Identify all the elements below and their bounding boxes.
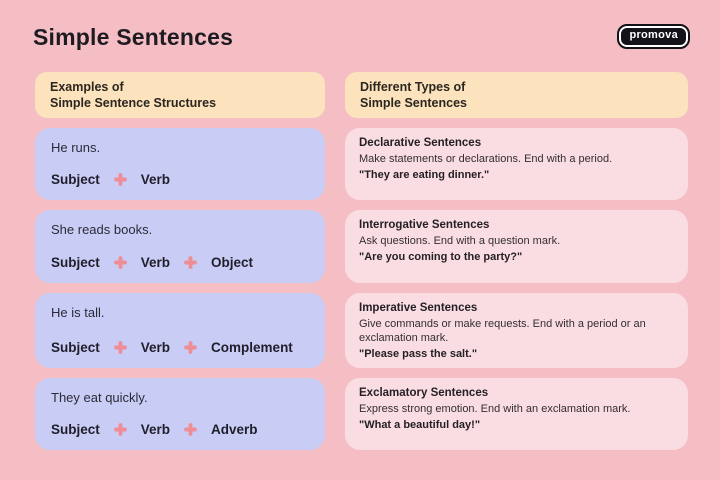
example-sentence: She reads books.: [51, 222, 153, 237]
type-title: Declarative Sentences: [359, 137, 482, 149]
structure-row: [51, 172, 309, 187]
examples-column: [35, 72, 325, 450]
structure-part-label: Subject: [51, 340, 100, 355]
structure-part-label: Verb: [140, 172, 171, 187]
example-sentence: He is tall.: [51, 305, 105, 320]
type-example: "Please pass the salt.": [359, 348, 478, 361]
types-column: [345, 72, 688, 450]
type-description: Make statements or declarations. End with a period.: [359, 153, 613, 165]
structure-part-label: Verb: [140, 255, 171, 270]
plus-icon: [113, 172, 128, 187]
structure-row: [51, 422, 309, 437]
types-column-header: [345, 72, 688, 118]
type-title: Interrogative Sentences: [359, 219, 490, 231]
plus-icon: [183, 255, 198, 270]
type-title: Exclamatory Sentences: [359, 387, 489, 399]
type-example: "What a beautiful day!": [359, 419, 481, 432]
type-description: Ask questions. End with a question mark.: [359, 235, 561, 247]
content-columns: [35, 72, 688, 450]
type-card: [345, 293, 688, 368]
example-sentence: They eat quickly.: [51, 390, 148, 405]
plus-icon: [183, 340, 198, 355]
type-card: [345, 210, 688, 283]
structure-row: [51, 340, 309, 355]
example-card: [35, 378, 325, 450]
example-sentence: He runs.: [51, 140, 101, 155]
examples-header-line1: Examples of: [50, 80, 124, 94]
types-header-line1: Different Types of: [360, 80, 466, 94]
brand-label: promova: [629, 29, 678, 41]
examples-column-header: [35, 72, 325, 118]
page-title: Simple Sentences: [33, 24, 234, 50]
plus-icon: [183, 422, 198, 437]
structure-part-label: Subject: [51, 172, 100, 187]
structure-row: [51, 255, 309, 270]
top-bar: [0, 0, 720, 50]
plus-icon: [113, 255, 128, 270]
examples-header-line2: Simple Sentence Structures: [50, 96, 217, 110]
type-title: Imperative Sentences: [359, 302, 478, 314]
type-card: [345, 128, 688, 200]
type-example: "Are you coming to the party?": [359, 251, 523, 264]
type-example: "They are eating dinner.": [359, 169, 490, 182]
structure-part-label: Adverb: [211, 422, 258, 437]
structure-part-label: Verb: [140, 422, 171, 437]
structure-part-label: Subject: [51, 422, 100, 437]
structure-part-label: Verb: [140, 340, 171, 355]
example-card: [35, 128, 325, 200]
structure-part-label: Complement: [211, 340, 293, 355]
structure-part-label: Object: [211, 255, 254, 270]
plus-icon: [113, 340, 128, 355]
type-description: Express strong emotion. End with an exclamation mark.: [359, 403, 631, 415]
plus-icon: [113, 422, 128, 437]
example-card: [35, 293, 325, 368]
type-card: [345, 378, 688, 450]
types-header-line2: Simple Sentences: [360, 96, 467, 110]
example-card: [35, 210, 325, 283]
brand-badge: [619, 26, 688, 47]
type-description: Give commands or make requests. End with a period or an exclamation mark.: [359, 318, 646, 345]
structure-part-label: Subject: [51, 255, 100, 270]
